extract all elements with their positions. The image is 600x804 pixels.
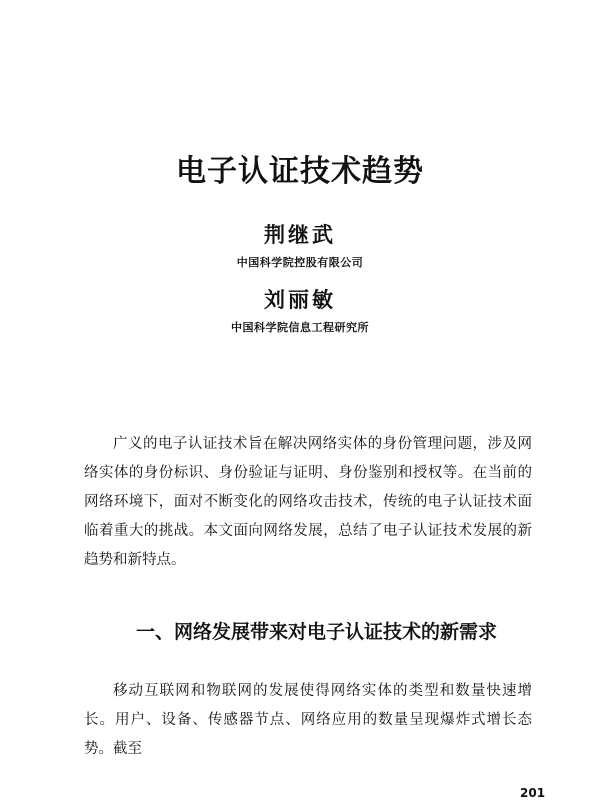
page-number: 201	[520, 786, 546, 800]
author-name-1: 荆继武	[264, 222, 336, 247]
author-affiliation-1: 中国科学院控股有限公司	[236, 256, 364, 269]
body-paragraph: 移动互联网和物联网的发展使得网络实体的类型和数量快速增长。用户、设备、传感器节点、网络应用的数量呈现爆炸式增长态势。截至	[84, 683, 532, 757]
article-title: 电子认证技术趋势	[176, 154, 424, 189]
section-heading: 一、网络发展带来对电子认证技术的新需求	[136, 621, 498, 643]
abstract-paragraph: 广义的电子认证技术旨在解决网络实体的身份管理问题，涉及网络实体的身份标识、身份验证与证明、身份鉴别和授权等。在当前的网络环境下，面对不断变化的网络攻击技术，传统的电子认证技术面临着重大的挑战。本文面向网络发展，总结了电子认证技术发展的新趋势和新特点。	[84, 436, 532, 568]
author-name-2: 刘丽敏	[264, 287, 336, 312]
author-affiliation-2: 中国科学院信息工程研究所	[231, 321, 369, 334]
